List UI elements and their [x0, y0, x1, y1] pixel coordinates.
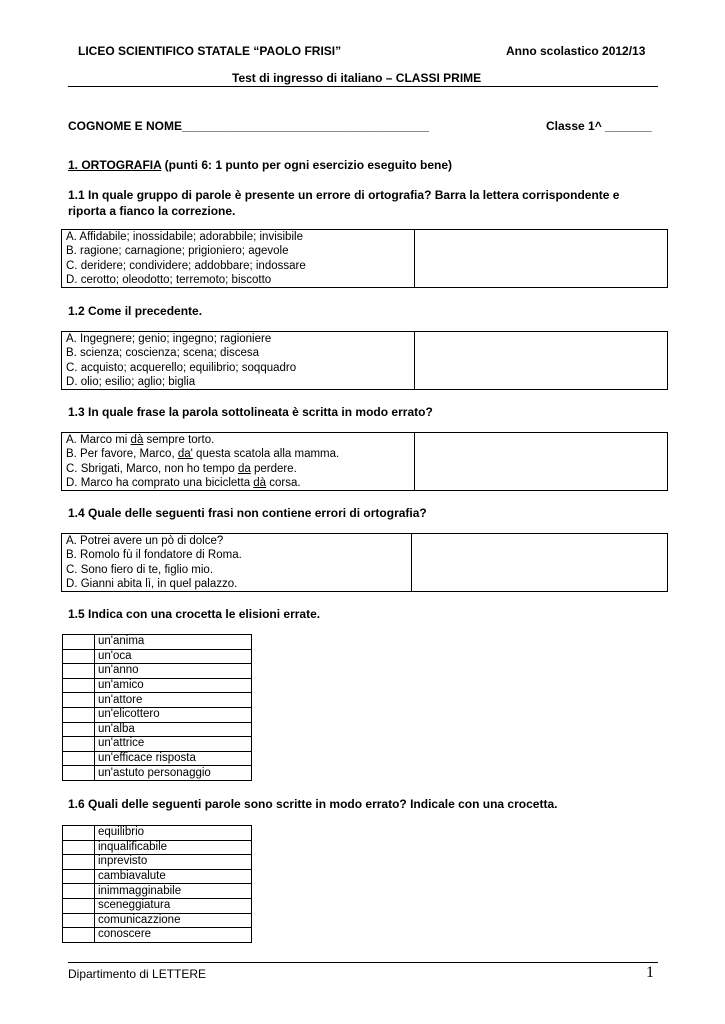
q13-option-text: corsa. [266, 476, 301, 489]
word-cell: un'oca [95, 649, 252, 664]
checkbox-cell[interactable] [63, 649, 95, 664]
q13-option-text: C. Sbrigati, Marco, non ho tempo [66, 462, 238, 475]
table-row [63, 678, 252, 693]
word-cell: un'attrice [95, 737, 252, 752]
school-year: Anno scolastico 2012/13 [506, 44, 646, 58]
q13-option-text: questa scatola alla mamma. [192, 448, 340, 461]
q13-option-text: perdere. [250, 462, 297, 475]
q13-answer-cell[interactable] [415, 433, 667, 490]
word-cell: inimmagginabile [95, 884, 252, 899]
q14-answer-cell[interactable] [412, 534, 667, 591]
footer-rule [68, 962, 658, 963]
word-cell: cambiavalute [95, 869, 252, 884]
q16-prompt: 1.6 Quali delle seguenti parole sono scritte in modo errato? Indicale con una crocetta. [68, 797, 558, 811]
section-note: (punti 6: 1 punto per ogni esercizio eseguito bene) [161, 158, 453, 172]
q12-prompt: 1.2 Come il precedente. [68, 304, 203, 318]
q11-answer-cell[interactable] [415, 230, 667, 287]
table-row [63, 693, 252, 708]
q13-option-text: sempre torto. [143, 434, 215, 446]
table-row [63, 649, 252, 664]
q13-option [66, 476, 410, 490]
checkbox-cell[interactable] [63, 928, 95, 943]
name-field-label: COGNOME E NOME_____________________________________ [68, 119, 429, 133]
checkbox-cell[interactable] [63, 826, 95, 841]
word-cell: inqualificabile [95, 840, 252, 855]
section-title [68, 158, 452, 172]
checkbox-cell[interactable] [63, 678, 95, 693]
q13-option [66, 447, 410, 461]
footer-department: Dipartimento di LETTERE [68, 967, 207, 981]
word-cell: sceneggiatura [95, 898, 252, 913]
q13-option [66, 462, 410, 476]
checkbox-cell[interactable] [63, 693, 95, 708]
table-row [63, 635, 252, 650]
q13-option-text: A. Marco mi [66, 434, 131, 446]
test-subtitle: Test di ingresso di italiano – CLASSI PRIME [232, 71, 482, 85]
table-row [63, 722, 252, 737]
checkbox-cell[interactable] [63, 766, 95, 781]
q12-answer-cell[interactable] [415, 332, 667, 389]
class-field-label: Classe 1^ _______ [546, 119, 652, 133]
table-row [63, 898, 252, 913]
table-row [63, 855, 252, 870]
q13-underlined-word: da [237, 462, 251, 475]
checkbox-cell[interactable] [63, 913, 95, 928]
word-cell: conoscere [95, 928, 252, 943]
q16-table [62, 825, 252, 943]
q11-option: D. cerotto; oleodotto; terremoto; biscotto [66, 273, 272, 286]
q13-table [61, 432, 668, 491]
q13-option-text: B. Per favore, Marco, [66, 448, 178, 461]
word-cell: un'attore [95, 693, 252, 708]
table-row [63, 751, 252, 766]
checkbox-cell[interactable] [63, 664, 95, 679]
checkbox-cell[interactable] [63, 898, 95, 913]
word-cell: un'alba [95, 722, 252, 737]
header-rule [68, 86, 658, 87]
table-row [63, 826, 252, 841]
q12-table [61, 331, 668, 390]
q15-prompt: 1.5 Indica con una crocetta le elisioni errate. [68, 607, 321, 621]
table-row [63, 840, 252, 855]
word-cell: un'astuto personaggio [95, 766, 252, 781]
word-cell: inprevisto [95, 855, 252, 870]
checkbox-cell[interactable] [63, 884, 95, 899]
checkbox-cell[interactable] [63, 855, 95, 870]
word-cell: un'anima [95, 635, 252, 650]
q11-prompt-line1: 1.1 In quale gruppo di parole è presente un errore di ortografia? Barra la lettera corrispondente e [68, 188, 620, 202]
table-row [63, 664, 252, 679]
q12-option: C. acquisto; acquerello; equilibrio; soqquadro [66, 361, 297, 374]
q13-underlined-word: da' [177, 448, 193, 461]
q11-option: A. Affidabile; inossidabile; adorabbile; invisibile [66, 231, 303, 243]
page-number: 1 [646, 964, 654, 981]
checkbox-cell[interactable] [63, 737, 95, 752]
q14-option: B. Romolo fù il fondatore di Roma. [66, 549, 242, 562]
q14-prompt: 1.4 Quale delle seguenti frasi non contiene errori di ortografia? [68, 506, 427, 520]
checkbox-cell[interactable] [63, 751, 95, 766]
table-row [63, 884, 252, 899]
q11-prompt [68, 187, 619, 219]
checkbox-cell[interactable] [63, 635, 95, 650]
q12-option: B. scienza; coscienza; scena; discesa [66, 347, 260, 360]
word-cell: comunicazzione [95, 913, 252, 928]
table-row [63, 869, 252, 884]
q13-option [66, 433, 410, 447]
checkbox-cell[interactable] [63, 722, 95, 737]
checkbox-cell[interactable] [63, 869, 95, 884]
school-name: LICEO SCIENTIFICO STATALE “PAOLO FRISI” [78, 44, 342, 58]
q11-option: B. ragione; carnagione; prigioniero; agevole [66, 245, 289, 258]
section-title-text: 1. ORTOGRAFIA [68, 158, 162, 172]
q15-table [62, 634, 252, 781]
q12-option: D. olio; esilio; aglio; biglia [66, 375, 196, 388]
q11-prompt-line2: riporta a fianco la correzione. [68, 204, 236, 218]
q13-underlined-word: dà [253, 476, 267, 489]
table-row [63, 737, 252, 752]
table-row [63, 928, 252, 943]
q13-underlined-word: dà [130, 434, 144, 446]
q14-option: D. Gianni abita lì, in quel palazzo. [66, 577, 238, 590]
word-cell: un'anno [95, 664, 252, 679]
q13-option-text: D. Marco ha comprato una bicicletta [66, 476, 254, 489]
q14-option: A. Potrei avere un pò di dolce? [66, 535, 224, 547]
q13-prompt: 1.3 In quale frase la parola sottolineata è scritta in modo errato? [68, 405, 433, 419]
word-cell: un'efficace risposta [95, 751, 252, 766]
table-row [63, 766, 252, 781]
q14-table [61, 533, 668, 592]
checkbox-cell[interactable] [63, 707, 95, 722]
word-cell: equilibrio [95, 826, 252, 841]
q12-option: A. Ingegnere; genio; ingegno; ragioniere [66, 333, 272, 345]
q11-table [61, 229, 668, 288]
checkbox-cell[interactable] [63, 840, 95, 855]
q11-option: C. deridere; condividere; addobbare; indossare [66, 259, 306, 272]
word-cell: un'amico [95, 678, 252, 693]
word-cell: un'elicottero [95, 707, 252, 722]
table-row [63, 707, 252, 722]
table-row [63, 913, 252, 928]
q14-option: C. Sono fiero di te, figlio mio. [66, 563, 214, 576]
